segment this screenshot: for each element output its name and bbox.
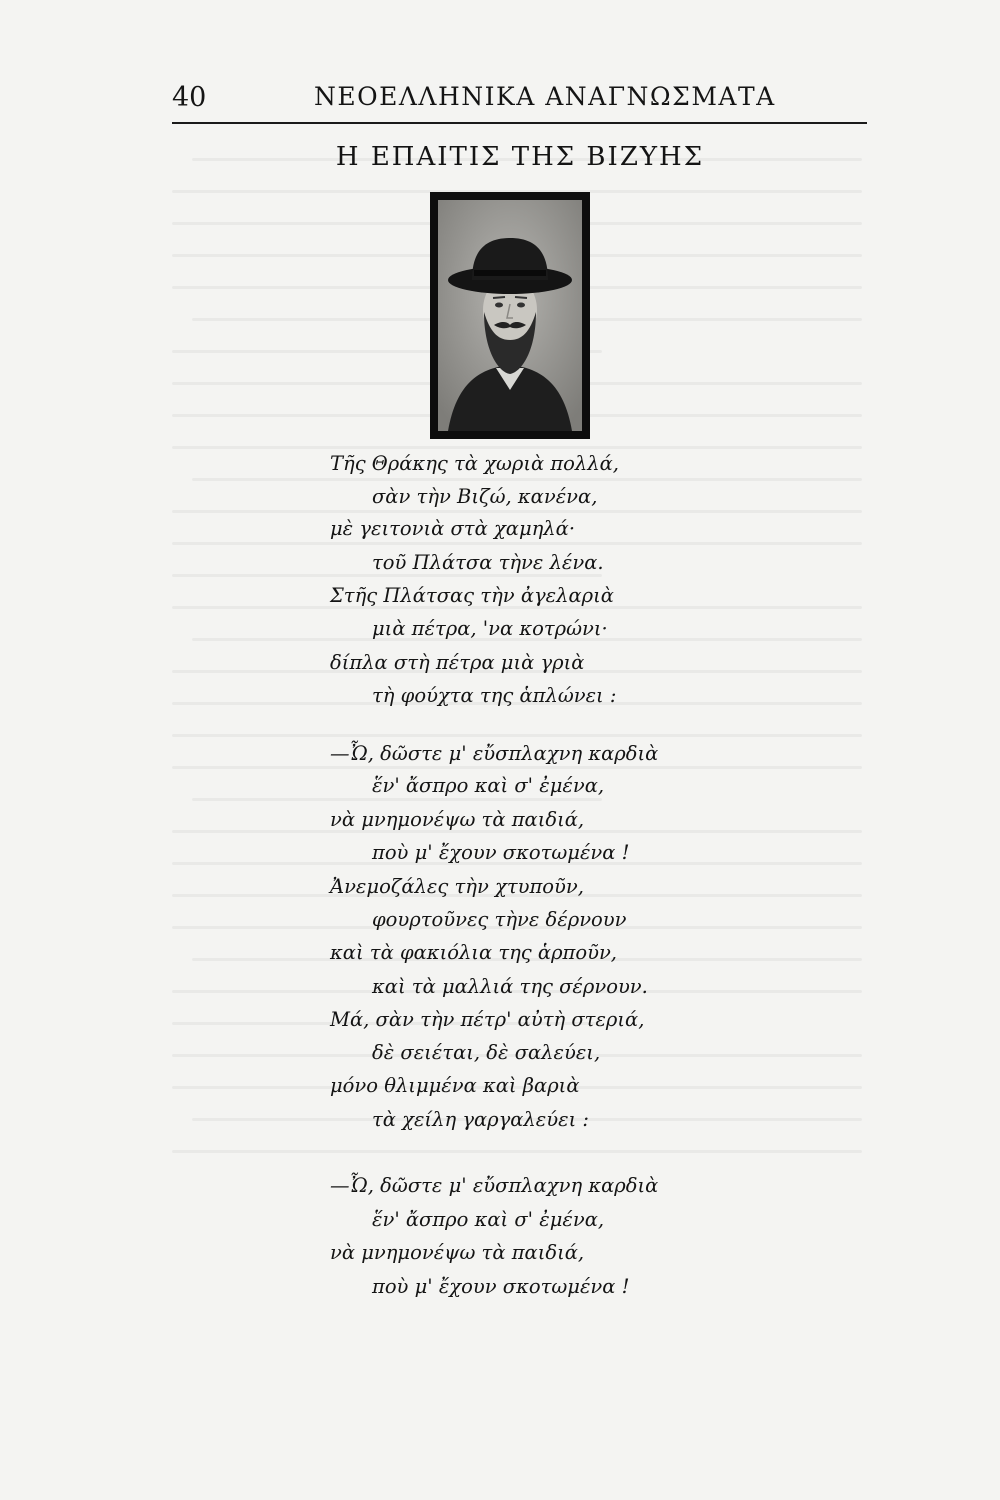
poem-line: ἕν' ἄσπρο καὶ σ' ἐμένα,	[372, 1208, 605, 1231]
poem-title: Η ΕΠΑΙΤΙΣ ΤΗΣ ΒΙΖΥΗΣ	[335, 142, 705, 172]
poem-line: ποὺ μ' ἔχουν σκοτωμένα !	[372, 1275, 630, 1298]
man-with-hat-portrait-icon	[438, 200, 582, 431]
poem-line: τὴ φούχτα της ἁπλώνει :	[372, 684, 617, 707]
poem-line: ποὺ μ' ἔχουν σκοτωμένα !	[372, 841, 630, 864]
author-portrait	[430, 192, 590, 439]
poem-line: Στῆς Πλάτσας τὴν ἀγελαριὰ	[330, 584, 614, 607]
poem-line: Ἀνεμοζάλες τὴν χτυποῦν,	[330, 875, 584, 898]
poem-line: —Ὦ, δῶστε μ' εὔσπλαχνη καρδιὰ	[330, 1174, 659, 1197]
page-header	[172, 82, 867, 122]
poem-line: μὲ γειτονιὰ στὰ χαμηλά·	[330, 517, 576, 540]
poem-line: καὶ τὰ μαλλιά της σέρνουν.	[372, 975, 648, 998]
page-number: 40	[172, 82, 207, 113]
portrait-photo	[438, 200, 582, 431]
poem-line: τοῦ Πλάτσα τὴνε λένα.	[372, 551, 604, 574]
poem-line: νὰ μνημονέψω τὰ παιδιά,	[330, 1241, 585, 1264]
show-through-line	[172, 734, 862, 737]
poem-line: σὰν τὴν Βιζώ, κανένα,	[372, 485, 598, 508]
poem-line: νὰ μνημονέψω τὰ παιδιά,	[330, 808, 585, 831]
poem-line: ἕν' ἄσπρο καὶ σ' ἐμένα,	[372, 774, 605, 797]
poem-line: τὰ χείλη γαργαλεύει :	[372, 1108, 589, 1131]
running-head: ΝΕΟΕΛΛΗΝΙΚΑ ΑΝΑΓΝΩΣΜΑΤΑ	[314, 82, 776, 111]
poem-line: δὲ σειέται, δὲ σαλεύει,	[372, 1041, 601, 1064]
poem-line: καὶ τὰ φακιόλια της ἁρποῦν,	[330, 941, 618, 964]
header-rule	[172, 122, 867, 124]
poem-line: Τῆς Θράκης τὰ χωριὰ πολλά,	[330, 452, 620, 475]
poem-line: Μά, σὰν τὴν πέτρ' αὐτὴ στεριά,	[330, 1008, 645, 1031]
poem-line: δίπλα στὴ πέτρα μιὰ γριὰ	[330, 651, 585, 674]
poem-line: φουρτοῦνες τὴνε δέρνουν	[372, 908, 627, 931]
show-through-line	[172, 1150, 862, 1153]
poem-line: μιὰ πέτρα, 'να κοτρώνι·	[372, 617, 608, 640]
poem-line: —Ὦ, δῶστε μ' εὔσπλαχνη καρδιὰ	[330, 742, 659, 765]
poem-line: μόνο θλιμμένα καὶ βαριὰ	[330, 1074, 580, 1097]
